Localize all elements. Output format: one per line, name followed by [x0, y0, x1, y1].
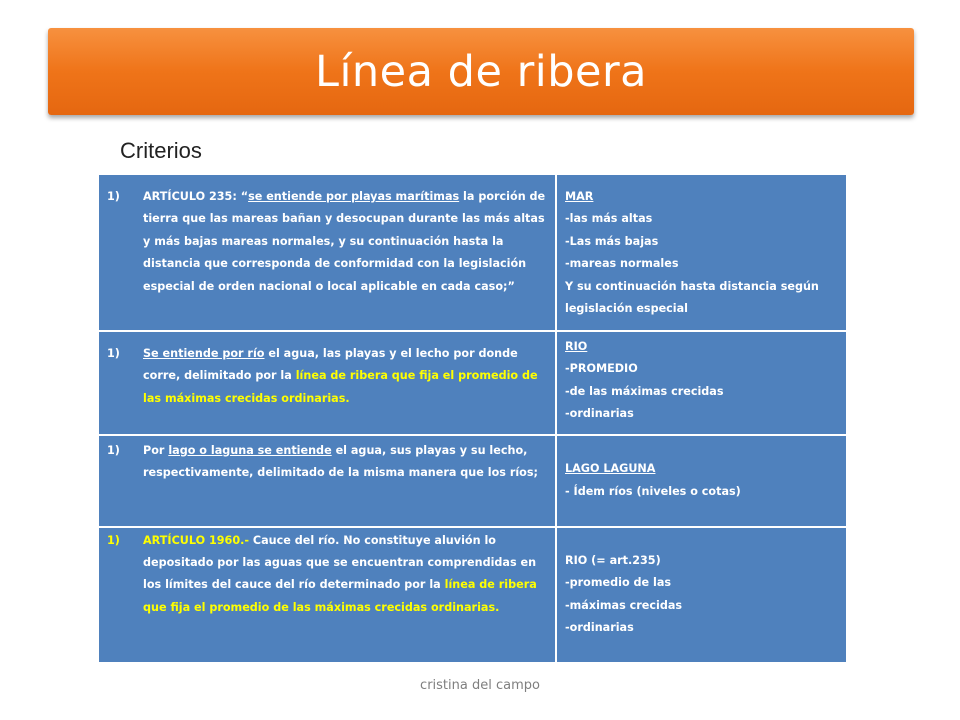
table-row [98, 331, 847, 435]
cell-line: -promedio de las [565, 576, 672, 590]
text-segment: Por [143, 443, 169, 457]
cell-line: -mareas normales [565, 257, 679, 271]
list-number: 1) [107, 533, 120, 547]
text-segment: se entiende por playas marítimas [248, 190, 460, 203]
text-segment: el agua, sus playas y su lecho, respectivamente, delimitado de la misma manera que los ríos; [143, 443, 538, 480]
footer-author: cristina del campo [420, 678, 540, 693]
left-cell [98, 435, 556, 527]
cell-line: -ordinarias [565, 407, 634, 421]
cell-line: MAR [565, 190, 594, 203]
table-row [98, 435, 847, 527]
text-segment: el agua, las playas y el lecho por donde corre, delimitado por la [143, 347, 518, 383]
subtitle: Criterios [120, 138, 202, 163]
text-segment: ARTÍCULO 1960.- [143, 533, 253, 547]
list-number: 1) [107, 190, 120, 203]
text-segment: línea de ribera que fija el promedio de las máximas crecidas ordinarias. [143, 578, 537, 614]
text-segment: lago o laguna se entiende [168, 443, 332, 457]
cell-line: -ordinarias [565, 621, 634, 635]
cell-line: - Ídem ríos (niveles o cotas) [565, 484, 741, 498]
left-cell [98, 174, 556, 331]
table-row [98, 174, 847, 331]
right-cell [556, 331, 847, 435]
cell-line: Y su continuación hasta distancia según legislación especial [565, 279, 819, 316]
title-banner [48, 28, 914, 115]
text-segment: Se entiende por río [143, 347, 265, 360]
paragraph [143, 530, 547, 620]
text-segment: ARTÍCULO 235: “ [143, 190, 249, 203]
slide-title: Línea de ribera [315, 46, 647, 97]
text-segment: línea de ribera que fija el promedio de las máximas crecidas ordinarias. [143, 369, 538, 405]
list-number: 1) [107, 443, 120, 457]
cell-line: -PROMEDIO [565, 362, 638, 376]
cell-line: -de las máximas crecidas [565, 384, 724, 398]
left-cell [98, 331, 556, 435]
cell-line: -máximas crecidas [565, 598, 683, 612]
right-cell [556, 435, 847, 527]
cell-line: LAGO LAGUNA [565, 462, 656, 476]
paragraph [143, 343, 547, 410]
list-number: 1) [107, 347, 120, 360]
right-cell [556, 527, 847, 663]
paragraph [143, 186, 547, 298]
cell-line: -las más altas [565, 212, 653, 226]
cell-line: RIO (= art.235) [565, 553, 661, 567]
paragraph [143, 440, 547, 485]
left-cell [98, 527, 556, 663]
criteria-table [97, 173, 848, 664]
right-cell [556, 174, 847, 331]
cell-line: RIO [565, 340, 588, 353]
table-row [98, 527, 847, 663]
cell-line: -Las más bajas [565, 234, 659, 248]
text-segment: la porción de tierra que las mareas bañan y desocupan durante las más altas y más bajas mareas normales, y su continuación hasta la distancia que corresponda de conformidad con la legislación especial de orden nacional o local aplicable en cada caso;” [143, 190, 546, 293]
text-segment: Cauce del río. No constituye aluvión lo depositado por las aguas que se encuentran comprendidas en los límites del cauce del río determinado por la [143, 533, 537, 592]
